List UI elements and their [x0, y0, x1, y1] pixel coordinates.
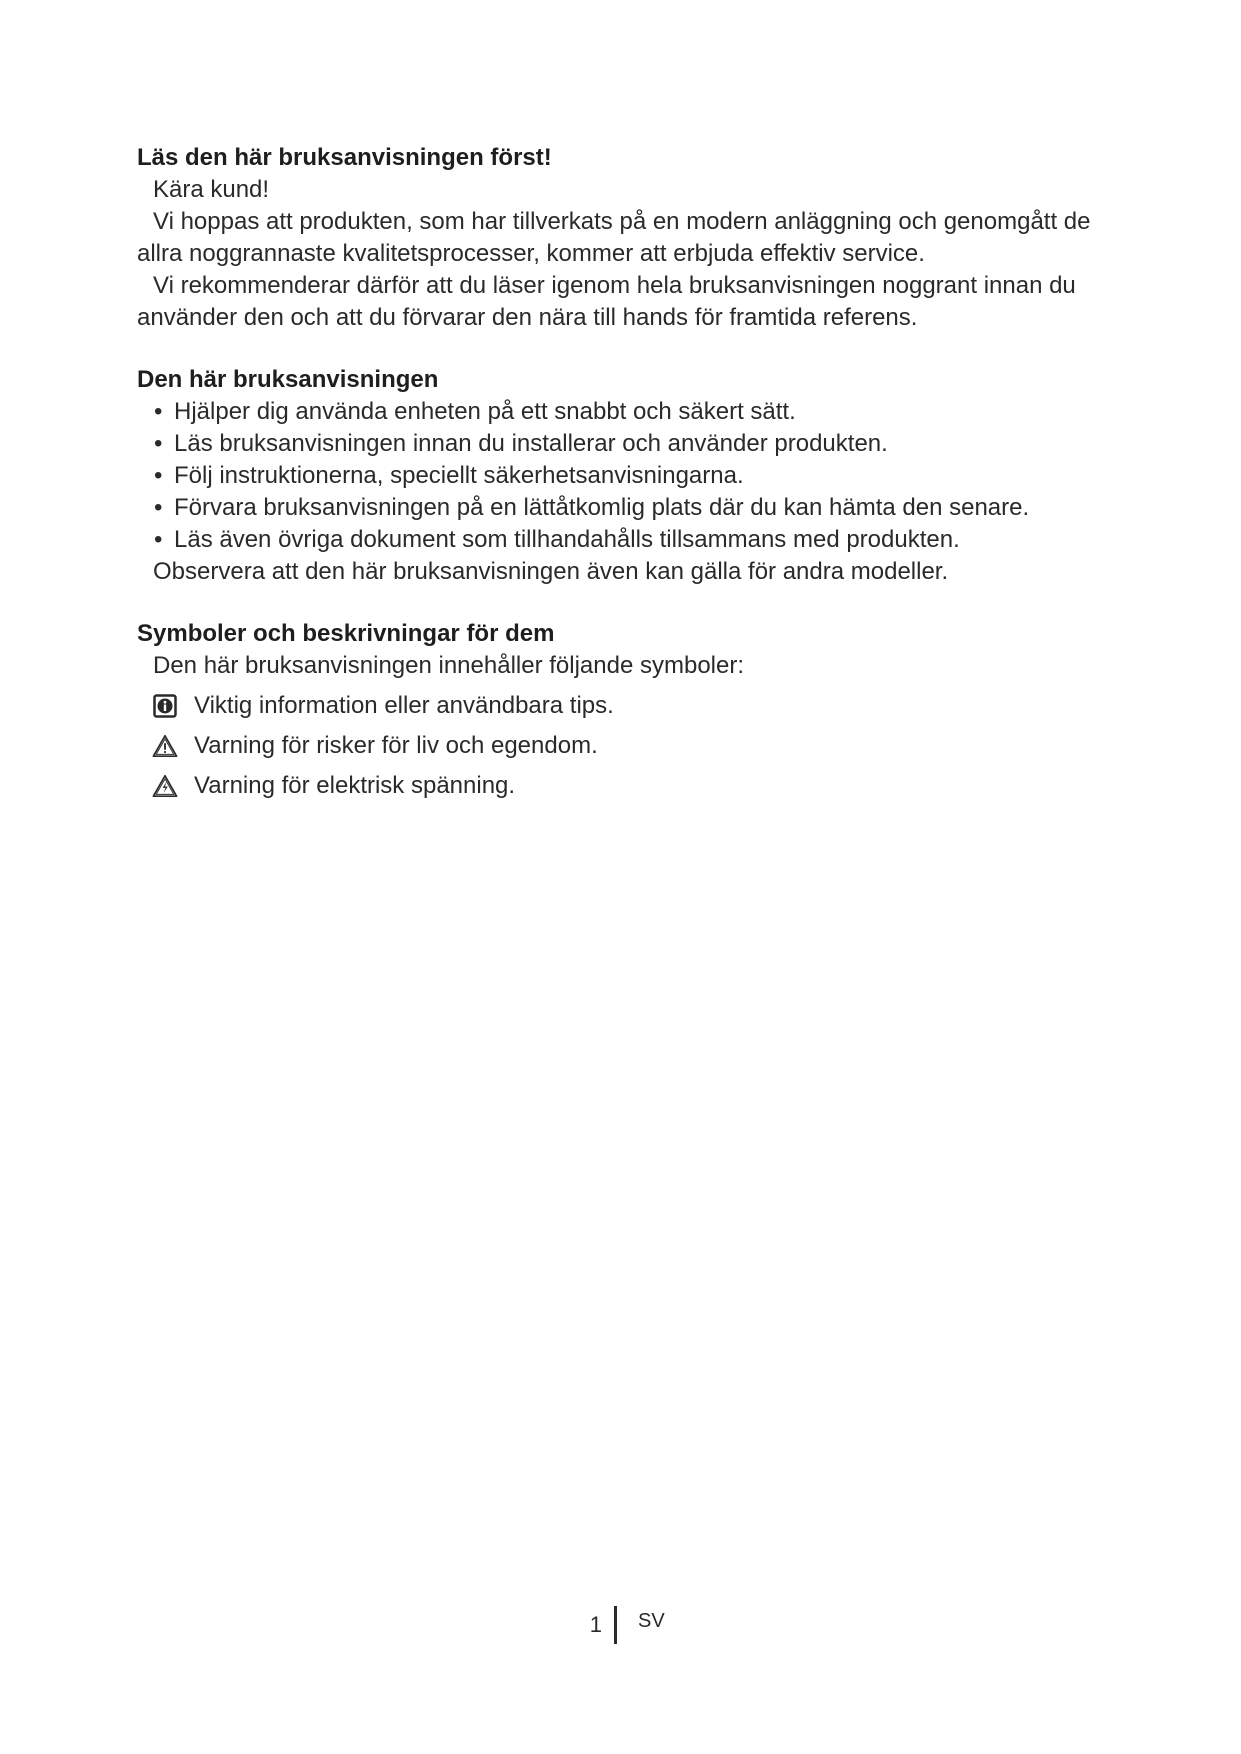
page-number: 1	[589, 1612, 602, 1637]
manual-section	[137, 364, 1137, 588]
symbols-heading: Symboler och beskrivningar för dem	[137, 620, 555, 647]
greeting: Kära kund!	[153, 176, 270, 203]
manual-note: Observera att den här bruksanvisningen även kan gälla för andra modeller.	[153, 558, 949, 585]
intro-paragraph-2: Vi rekommenderar därför att du läser igenom hela bruksanvisningen noggrant innan du använder den och att du förvarar den nära till hands för framtida referens.	[137, 272, 1076, 331]
bullet-icon: •	[154, 462, 163, 489]
bullet-icon: •	[154, 430, 163, 457]
manual-heading: Den här bruksanvisningen	[137, 366, 439, 393]
intro-heading: Läs den här bruksanvisningen först!	[137, 144, 552, 171]
symbol-text-info: Viktig information eller användbara tips.	[194, 692, 614, 719]
list-item: • Läs även övriga dokument som tillhandahålls tillsammans med produkten.	[154, 524, 1137, 556]
bullet-icon: •	[154, 398, 163, 425]
bullet-icon: •	[154, 526, 163, 553]
list-item: • Läs bruksanvisningen innan du installerar och använder produkten.	[154, 428, 1137, 460]
symbol-row-electric	[137, 766, 1137, 806]
symbol-row-info	[137, 686, 1137, 726]
manual-bullet-list	[137, 396, 1137, 556]
bullet-icon: •	[154, 494, 163, 521]
electric-warning-icon	[152, 773, 178, 799]
list-item: • Förvara bruksanvisningen på en lättåtkomlig plats där du kan hämta den senare.	[154, 492, 1137, 524]
symbol-row-warning	[137, 726, 1137, 766]
info-icon	[152, 693, 178, 719]
footer-divider	[614, 1606, 617, 1644]
page-footer	[0, 1606, 1241, 1646]
language-code: SV	[638, 1610, 665, 1632]
document-body	[137, 142, 1137, 836]
intro-paragraph-1: Vi hoppas att produkten, som har tillverkats på en modern anläggning och genomgått de allra noggrannaste kvalitetsprocesser, kommer att erbjuda effektiv service.	[137, 208, 1091, 267]
symbol-text-warning: Varning för risker för liv och egendom.	[194, 732, 598, 759]
symbol-text-electric: Varning för elektrisk spänning.	[194, 772, 516, 799]
symbols-section	[137, 618, 1137, 806]
warning-icon	[152, 733, 178, 759]
list-item: • Hjälper dig använda enheten på ett snabbt och säkert sätt.	[154, 396, 1137, 428]
intro-section	[137, 142, 1137, 334]
list-item: • Följ instruktionerna, speciellt säkerhetsanvisningarna.	[154, 460, 1137, 492]
symbols-intro: Den här bruksanvisningen innehåller följande symboler:	[153, 652, 745, 679]
